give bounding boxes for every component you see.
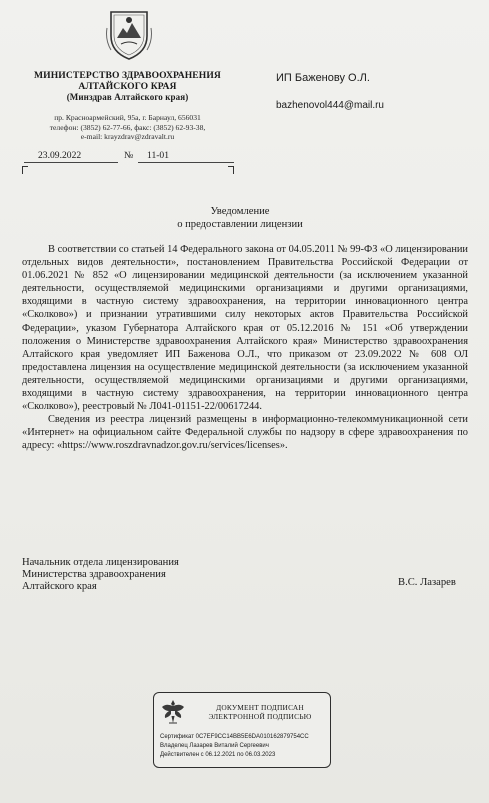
stamp-owner: Владелец Лазарев Виталий Сергеевич xyxy=(160,743,269,750)
ministry-address: пр. Красноармейский, 95а, г. Барнаул, 656031 xyxy=(54,113,201,122)
number-underline xyxy=(138,162,234,163)
signatory-position-line: Министерства здравоохранения xyxy=(22,569,166,580)
signatory-position xyxy=(22,557,179,593)
ministry-name-line1: МИНИСТЕРСТВО ЗДРАВООХРАНЕНИЯ xyxy=(34,70,221,81)
corner-mark-right-icon xyxy=(228,166,234,174)
registration-date: 23.09.2022 xyxy=(38,150,82,161)
stamp-details xyxy=(160,733,330,761)
registration-number-sign: № xyxy=(124,150,134,161)
registration-number: 11-01 xyxy=(147,150,170,161)
signatory-position-line: Алтайского края xyxy=(22,581,97,592)
date-underline xyxy=(24,162,118,163)
ministry-short-name: (Минздрав Алтайского края) xyxy=(66,92,189,102)
signatory-name: В.С. Лазарев xyxy=(398,577,456,588)
ministry-contacts xyxy=(10,113,245,142)
stamp-certificate: Сертификат 0C7EF9CC14BB5E6DA010162879754CC xyxy=(160,734,309,740)
body-paragraph: В соответствии со статьей 14 Федерального закона от 04.05.2011 № 99-ФЗ «О лицензировании отдельных видов деятельности», постановлением Правительства Российской Федерации от 01.06.2021 № 852 «О лицензировании медицинской деятельности (за исключением указанной деятельности, осуществляемой медицинскими организациями и другими организациями, входящими в частную систему здравоохранения, на территории инновационного центра «Сколково») и признании утратившими силу некоторых актов Правительства Российской Федерации», указом Губернатора Алтайского края от 05.12.2016 № 151 «Об утверждении положения о Министерстве здравоохранения Алтайского края» Министерство здравоохранения Алтайского края уведомляет ИП Баженова О.Л., что приказом от 23.09.2022 № 608 ОЛ предоставлена лицензия на осуществление медицинской деятельности (за исключением указанной деятельности, осуществляемой медицинскими организациями и другими организациями, входящими в частную систему здравоохранения, на территории инновационного центра «Сколково»), реестровый № Л041-01151-22/00617244. xyxy=(22,244,468,413)
electronic-signature-stamp xyxy=(153,692,331,768)
body-paragraph: Сведения из реестра лицензий размещены в информационно-телекоммуникационной сети «Интернет» на официальном сайте Федеральной службы по надзору в сфере здравоохранения по адресу: «https://www.roszdravnadzor.gov.ru/services/licenses». xyxy=(22,414,468,452)
stamp-title-line1: ДОКУМЕНТ ПОДПИСАН xyxy=(216,703,304,712)
stamp-validity: Действителен с 06.12.2021 по 06.03.2023 xyxy=(160,752,276,759)
document-title-line2: о предоставлении лицензии xyxy=(177,219,303,230)
corner-mark-left-icon xyxy=(22,166,28,174)
letter-body xyxy=(22,243,468,453)
ministry-name xyxy=(10,70,245,103)
stamp-title-line2: ЭЛЕКТРОННОЙ ПОДПИСЬЮ xyxy=(208,712,312,721)
document-title-line1: Уведомление xyxy=(210,206,270,217)
stamp-title xyxy=(194,703,326,721)
ministry-name-line2: АЛТАЙСКОГО КРАЯ xyxy=(78,81,177,92)
document-title xyxy=(150,205,330,231)
double-headed-eagle-icon xyxy=(160,697,186,727)
signatory-position-line: Начальник отдела лицензирования xyxy=(22,557,179,568)
ministry-phones: телефон: (3852) 62-77-66, факс: (3852) 62-93-38, xyxy=(49,122,206,132)
ministry-email: e-mail: krayzdrav@zdravalt.ru xyxy=(80,132,175,142)
addressee-name: ИП Баженову О.Л. xyxy=(276,72,370,84)
addressee-email: bazhenovol444@mail.ru xyxy=(276,100,384,111)
altai-coat-of-arms-icon xyxy=(105,6,153,62)
